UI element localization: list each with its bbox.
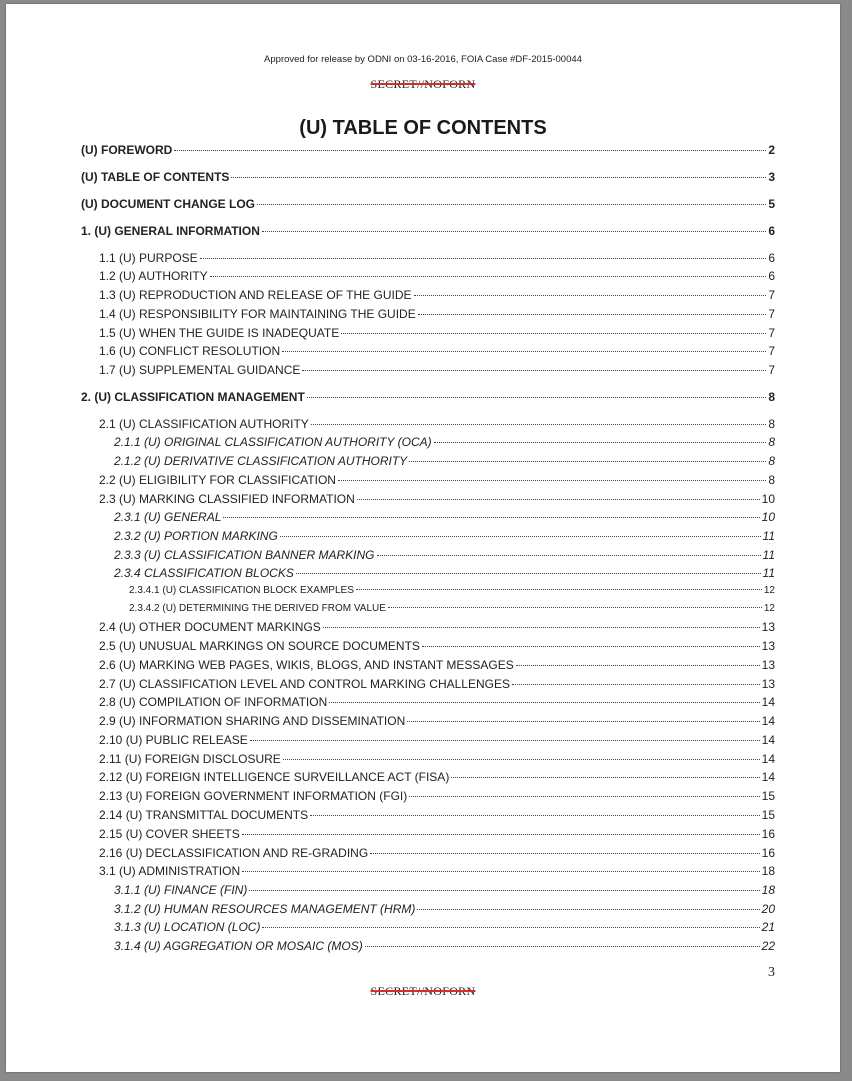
toc-entry[interactable]	[99, 656, 775, 674]
toc-entry-label: 2.14 (U) TRANSMITTAL DOCUMENTS	[99, 808, 309, 822]
toc-entry[interactable]	[114, 564, 775, 582]
toc-entry-label: 2.3 (U) MARKING CLASSIFIED INFORMATION	[99, 492, 355, 506]
toc-leader-dots	[262, 926, 759, 928]
toc-entry-label: 1.1 (U) PURPOSE	[99, 251, 198, 265]
toc-entry-label: 2.7 (U) CLASSIFICATION LEVEL AND CONTROL MARKING CHALLENGES	[99, 677, 510, 691]
toc-entry[interactable]	[99, 693, 775, 711]
toc-entry-page: 7	[768, 344, 775, 358]
toc-entry-page: 10	[761, 492, 775, 506]
toc-entry[interactable]	[99, 768, 775, 786]
toc-entry[interactable]	[81, 222, 775, 240]
toc-leader-dots	[210, 275, 767, 277]
toc-entry-page: 15	[761, 789, 775, 803]
toc-entry-label: 2.3.1 (U) GENERAL	[114, 510, 222, 524]
toc-leader-dots	[417, 908, 759, 910]
toc-entry[interactable]	[114, 918, 775, 936]
toc-entry[interactable]	[99, 731, 775, 749]
toc-entry[interactable]	[129, 600, 775, 618]
classification-banner-bottom	[6, 984, 840, 999]
toc-entry-label: 1.6 (U) CONFLICT RESOLUTION	[99, 344, 281, 358]
toc-entry-label: 3.1 (U) ADMINISTRATION	[99, 864, 241, 878]
toc-entry[interactable]	[114, 527, 775, 545]
classification-banner-top-text: SECRET//NOFORN	[370, 77, 476, 91]
toc-entry-label: 2.3.4.2 (U) DETERMINING THE DERIVED FROM VALUE	[129, 603, 386, 614]
approval-notice: Approved for release by ODNI on 03-16-2016, FOIA Case #DF-2015-00044	[264, 54, 582, 65]
toc-leader-dots	[307, 396, 767, 398]
toc-entry-label: 2.3.4.1 (U) CLASSIFICATION BLOCK EXAMPLES	[129, 585, 354, 596]
toc-entry-page: 7	[768, 363, 775, 377]
toc-entry-label: 2.3.3 (U) CLASSIFICATION BANNER MARKING	[114, 548, 375, 562]
toc-entry-label: (U) FOREWORD	[81, 143, 173, 157]
toc-entry-page: 11	[762, 566, 775, 580]
toc-leader-dots	[282, 350, 766, 352]
toc-entry-page: 22	[761, 939, 775, 953]
toc-entry-page: 16	[761, 846, 775, 860]
toc-entry-label: 2.4 (U) OTHER DOCUMENT MARKINGS	[99, 620, 321, 634]
toc-entry-page: 15	[761, 808, 775, 822]
toc-leader-dots	[249, 889, 759, 891]
toc-leader-dots	[418, 313, 767, 315]
toc-entry-page: 8	[768, 390, 775, 404]
document-page	[6, 4, 840, 1072]
toc-entry-page: 6	[768, 224, 775, 238]
toc-entry[interactable]	[99, 862, 775, 880]
toc-leader-dots	[370, 852, 759, 854]
toc-entry[interactable]	[81, 168, 775, 186]
toc-entry[interactable]	[114, 433, 775, 451]
toc-entry-label: 2.2 (U) ELIGIBILITY FOR CLASSIFICATION	[99, 473, 336, 487]
toc-entry-page: 7	[768, 326, 775, 340]
toc-entry-label: 2.1.2 (U) DERIVATIVE CLASSIFICATION AUTHORITY	[114, 454, 408, 468]
toc-entry-page: 14	[761, 770, 775, 784]
toc-entry-page: 14	[761, 733, 775, 747]
toc-entry[interactable]	[129, 582, 775, 600]
toc-entry[interactable]	[99, 618, 775, 636]
toc-entry-page: 13	[761, 658, 775, 672]
toc-leader-dots	[329, 701, 759, 703]
toc-leader-dots	[323, 626, 760, 628]
toc-leader-dots	[257, 203, 766, 205]
toc-entry-page: 10	[761, 510, 775, 524]
toc-entry-label: 3.1.4 (U) AGGREGATION OR MOSAIC (MOS)	[114, 939, 363, 953]
toc-entry-page: 6	[768, 269, 775, 283]
toc-entry[interactable]	[99, 787, 775, 805]
toc-leader-dots	[242, 833, 760, 835]
toc-leader-dots	[302, 369, 766, 371]
toc-entry-page: 21	[761, 920, 775, 934]
toc-entry-label: (U) DOCUMENT CHANGE LOG	[81, 197, 255, 211]
toc-leader-dots	[231, 176, 766, 178]
toc-leader-dots	[280, 535, 761, 537]
toc-entry[interactable]	[81, 195, 775, 213]
toc-entry-label: 3.1.1 (U) FINANCE (FIN)	[114, 883, 248, 897]
toc-leader-dots	[242, 870, 760, 872]
toc-entry[interactable]	[99, 712, 775, 730]
toc-leader-dots	[451, 776, 759, 778]
toc-leader-dots	[250, 739, 760, 741]
toc-entry-page: 6	[768, 251, 775, 265]
toc-entry-page: 13	[761, 639, 775, 653]
toc-entry-page: 14	[761, 714, 775, 728]
page-title: (U) TABLE OF CONTENTS	[299, 117, 547, 139]
toc-entry[interactable]	[99, 675, 775, 693]
toc-leader-dots	[407, 720, 759, 722]
toc-entry-page: 11	[762, 529, 775, 543]
toc-entry-label: 2.10 (U) PUBLIC RELEASE	[99, 733, 248, 747]
toc-leader-dots	[338, 479, 766, 481]
toc-entry[interactable]	[99, 637, 775, 655]
toc-leader-dots	[223, 516, 759, 518]
toc-entry-label: 3.1.2 (U) HUMAN RESOURCES MANAGEMENT (HRM)	[114, 902, 416, 916]
toc-entry[interactable]	[114, 546, 775, 564]
toc-entry-page: 14	[761, 752, 775, 766]
toc-entry-label: 2.1 (U) CLASSIFICATION AUTHORITY	[99, 417, 309, 431]
toc-entry[interactable]	[114, 881, 775, 899]
toc-entry[interactable]	[99, 249, 775, 267]
toc-leader-dots	[409, 795, 759, 797]
toc-entry-label: 1.3 (U) REPRODUCTION AND RELEASE OF THE GUIDE	[99, 288, 412, 302]
toc-leader-dots	[262, 230, 766, 232]
toc-entry[interactable]	[99, 267, 775, 285]
toc-entry[interactable]	[114, 900, 775, 918]
toc-leader-dots	[341, 332, 766, 334]
toc-leader-dots	[200, 257, 767, 259]
toc-entry[interactable]	[81, 388, 775, 406]
toc-entry[interactable]	[114, 452, 775, 470]
toc-entry-label: 2.11 (U) FOREIGN DISCLOSURE	[99, 752, 281, 766]
toc-entry-label: 2.12 (U) FOREIGN INTELLIGENCE SURVEILLANCE ACT (FISA)	[99, 770, 450, 784]
toc-entry-page: 11	[762, 548, 775, 562]
toc-entry[interactable]	[99, 342, 775, 360]
toc-entry[interactable]	[114, 937, 775, 955]
toc-entry-label: 1.2 (U) AUTHORITY	[99, 269, 208, 283]
page-number: 3	[768, 965, 775, 980]
toc-entry-label: 1.4 (U) RESPONSIBILITY FOR MAINTAINING THE GUIDE	[99, 307, 416, 321]
toc-leader-dots	[422, 645, 760, 647]
toc-leader-dots	[174, 149, 766, 151]
toc-entry[interactable]	[99, 361, 775, 379]
toc-entry[interactable]	[99, 844, 775, 862]
toc-entry-page: 12	[763, 585, 775, 596]
toc-entry-label: 1.5 (U) WHEN THE GUIDE IS INADEQUATE	[99, 326, 340, 340]
toc-entry-label: 2.1.1 (U) ORIGINAL CLASSIFICATION AUTHORITY (OCA)	[114, 435, 432, 449]
toc-leader-dots	[296, 572, 761, 574]
toc-entry-label: 1.7 (U) SUPPLEMENTAL GUIDANCE	[99, 363, 301, 377]
toc-entry[interactable]	[99, 305, 775, 323]
toc-entry-label: 2.6 (U) MARKING WEB PAGES, WIKIS, BLOGS, AND INSTANT MESSAGES	[99, 658, 514, 672]
toc-entry[interactable]	[99, 415, 775, 433]
toc-entry[interactable]	[99, 471, 775, 489]
toc-leader-dots	[310, 814, 760, 816]
toc-entry-page: 12	[763, 603, 775, 614]
toc-leader-dots	[311, 423, 767, 425]
toc-entry-label: 2.8 (U) COMPILATION OF INFORMATION	[99, 695, 328, 709]
toc-entry-page: 7	[768, 307, 775, 321]
toc-entry-page: 7	[768, 288, 775, 302]
toc-leader-dots	[357, 498, 760, 500]
toc-entry[interactable]	[99, 324, 775, 342]
toc-leader-dots	[409, 460, 766, 462]
toc-entry-label: 2. (U) CLASSIFICATION MANAGEMENT	[81, 390, 305, 404]
toc-entry[interactable]	[81, 141, 775, 159]
toc-entry[interactable]	[99, 750, 775, 768]
toc-entry-page: 16	[761, 827, 775, 841]
toc-entry-page: 3	[768, 170, 775, 184]
toc-entry-label: 2.16 (U) DECLASSIFICATION AND RE-GRADING	[99, 846, 369, 860]
toc-entry-page: 8	[768, 435, 775, 449]
toc-entry[interactable]	[99, 490, 775, 508]
toc-entry-page: 8	[768, 454, 775, 468]
toc-entry-label: 2.3.4 CLASSIFICATION BLOCKS	[114, 566, 294, 580]
toc-leader-dots	[512, 683, 760, 685]
toc-leader-dots	[516, 664, 760, 666]
classification-banner-bottom-text: SECRET//NOFORN	[370, 984, 476, 998]
toc-entry-label: 2.5 (U) UNUSUAL MARKINGS ON SOURCE DOCUMENTS	[99, 639, 420, 653]
toc-leader-dots	[388, 606, 762, 608]
classification-banner-top	[6, 77, 840, 92]
toc-entry-page: 13	[761, 620, 775, 634]
toc-entry-page: 14	[761, 695, 775, 709]
toc-entry-label: 1. (U) GENERAL INFORMATION	[81, 224, 260, 238]
toc-leader-dots	[356, 588, 762, 590]
toc-entry-label: 2.13 (U) FOREIGN GOVERNMENT INFORMATION (FGI)	[99, 789, 408, 803]
toc-entry-label: 2.3.2 (U) PORTION MARKING	[114, 529, 278, 543]
toc-entry[interactable]	[99, 286, 775, 304]
toc-entry-label: 2.15 (U) COVER SHEETS	[99, 827, 240, 841]
toc-entry-page: 13	[761, 677, 775, 691]
toc-entry-label: (U) TABLE OF CONTENTS	[81, 170, 230, 184]
toc-entry-page: 8	[768, 473, 775, 487]
toc-entry-label: 2.9 (U) INFORMATION SHARING AND DISSEMINATION	[99, 714, 406, 728]
toc-leader-dots	[434, 441, 767, 443]
toc-leader-dots	[365, 945, 760, 947]
toc-leader-dots	[283, 758, 760, 760]
toc-entry-page: 8	[768, 417, 775, 431]
toc-entry[interactable]	[99, 825, 775, 843]
toc-entry-page: 5	[768, 197, 775, 211]
toc-entry[interactable]	[99, 806, 775, 824]
toc-entry[interactable]	[114, 508, 775, 526]
toc-entry-page: 18	[761, 883, 775, 897]
toc-leader-dots	[414, 294, 767, 296]
toc-entry-page: 2	[768, 143, 775, 157]
toc-leader-dots	[377, 554, 761, 556]
toc-entry-page: 18	[761, 864, 775, 878]
toc-entry-page: 20	[761, 902, 775, 916]
toc-entry-label: 3.1.3 (U) LOCATION (LOC)	[114, 920, 261, 934]
